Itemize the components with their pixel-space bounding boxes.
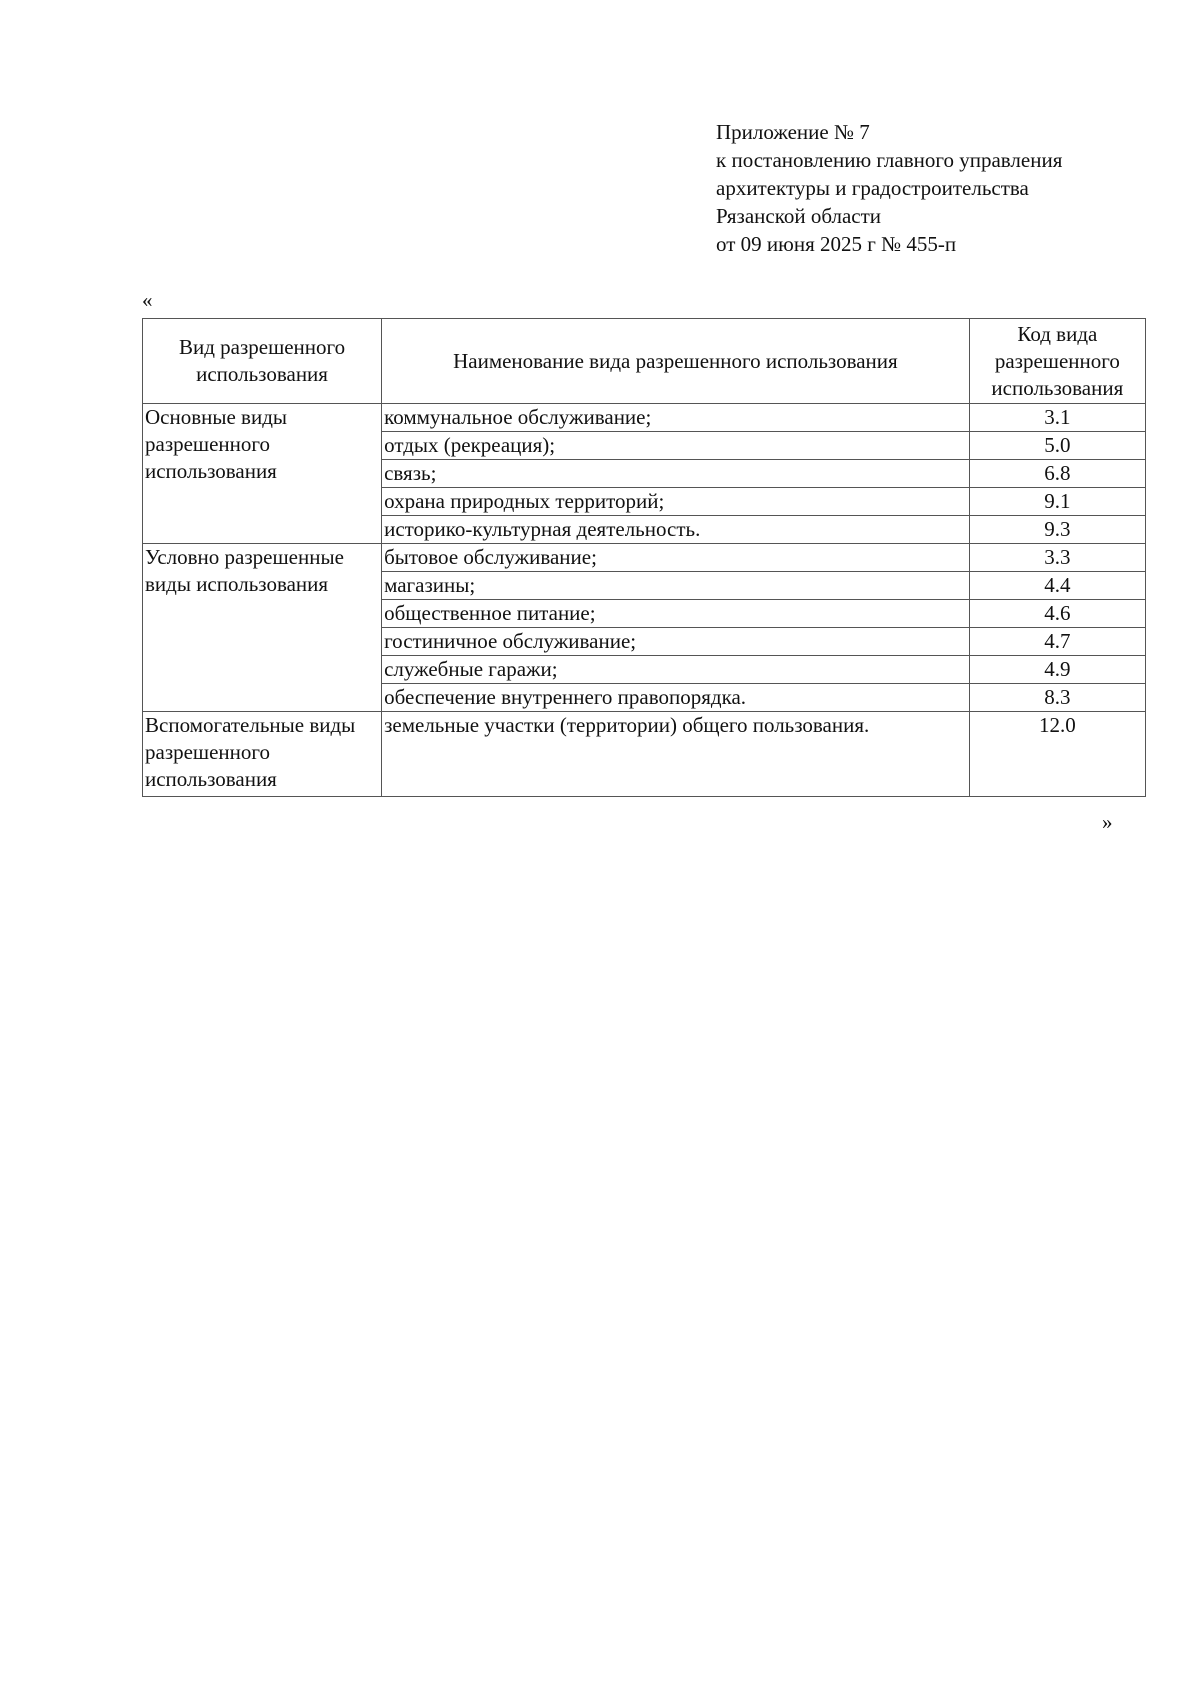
use-name: служебные гаражи; <box>382 656 970 684</box>
category-conditional-uses: Условно разрешенные виды использования <box>143 544 382 712</box>
header-line-department: архитектуры и градостроительства <box>716 176 1029 200</box>
use-name: отдых (рекреация); <box>382 432 970 460</box>
use-name: коммунальное обслуживание; <box>382 404 970 432</box>
category-main-uses: Основные виды разрешенного использования <box>143 404 382 544</box>
use-name: земельные участки (территории) общего пользования. <box>382 712 970 797</box>
use-name: историко-культурная деятельность. <box>382 516 970 544</box>
use-code: 9.1 <box>969 488 1145 516</box>
use-code: 4.7 <box>969 628 1145 656</box>
use-code: 6.8 <box>969 460 1145 488</box>
table-row <box>143 544 1146 572</box>
header-line-appendix-number: Приложение № 7 <box>716 120 870 144</box>
land-use-table <box>142 318 1146 797</box>
category-auxiliary-uses: Вспомогательные виды разрешенного использования <box>143 712 382 797</box>
header-line-region: Рязанской области <box>716 204 882 228</box>
use-code: 5.0 <box>969 432 1145 460</box>
use-name: связь; <box>382 460 970 488</box>
column-header-name: Наименование вида разрешенного использования <box>382 319 970 404</box>
use-name: бытовое обслуживание; <box>382 544 970 572</box>
use-code: 8.3 <box>969 684 1145 712</box>
table-row <box>143 404 1146 432</box>
use-name: общественное питание; <box>382 600 970 628</box>
use-code: 4.4 <box>969 572 1145 600</box>
use-name: обеспечение внутреннего правопорядка. <box>382 684 970 712</box>
use-name: гостиничное обслуживание; <box>382 628 970 656</box>
column-header-category: Вид разрешенного использования <box>143 319 382 404</box>
column-header-code: Код вида разрешенного использования <box>969 319 1145 404</box>
use-code: 9.3 <box>969 516 1145 544</box>
table-header-row <box>143 319 1146 404</box>
header-line-resolution: к постановлению главного управления <box>716 148 1063 172</box>
use-code: 3.3 <box>969 544 1145 572</box>
table-row <box>143 712 1146 797</box>
opening-quote: « <box>142 288 153 312</box>
use-name: магазины; <box>382 572 970 600</box>
header-line-date-number: от 09 июня 2025 г № 455-п <box>716 232 957 256</box>
use-name: охрана природных территорий; <box>382 488 970 516</box>
use-code: 4.9 <box>969 656 1145 684</box>
use-code: 4.6 <box>969 600 1145 628</box>
use-code: 3.1 <box>969 404 1145 432</box>
closing-quote: » <box>1102 810 1113 834</box>
appendix-header <box>716 118 1062 258</box>
use-code: 12.0 <box>969 712 1145 797</box>
